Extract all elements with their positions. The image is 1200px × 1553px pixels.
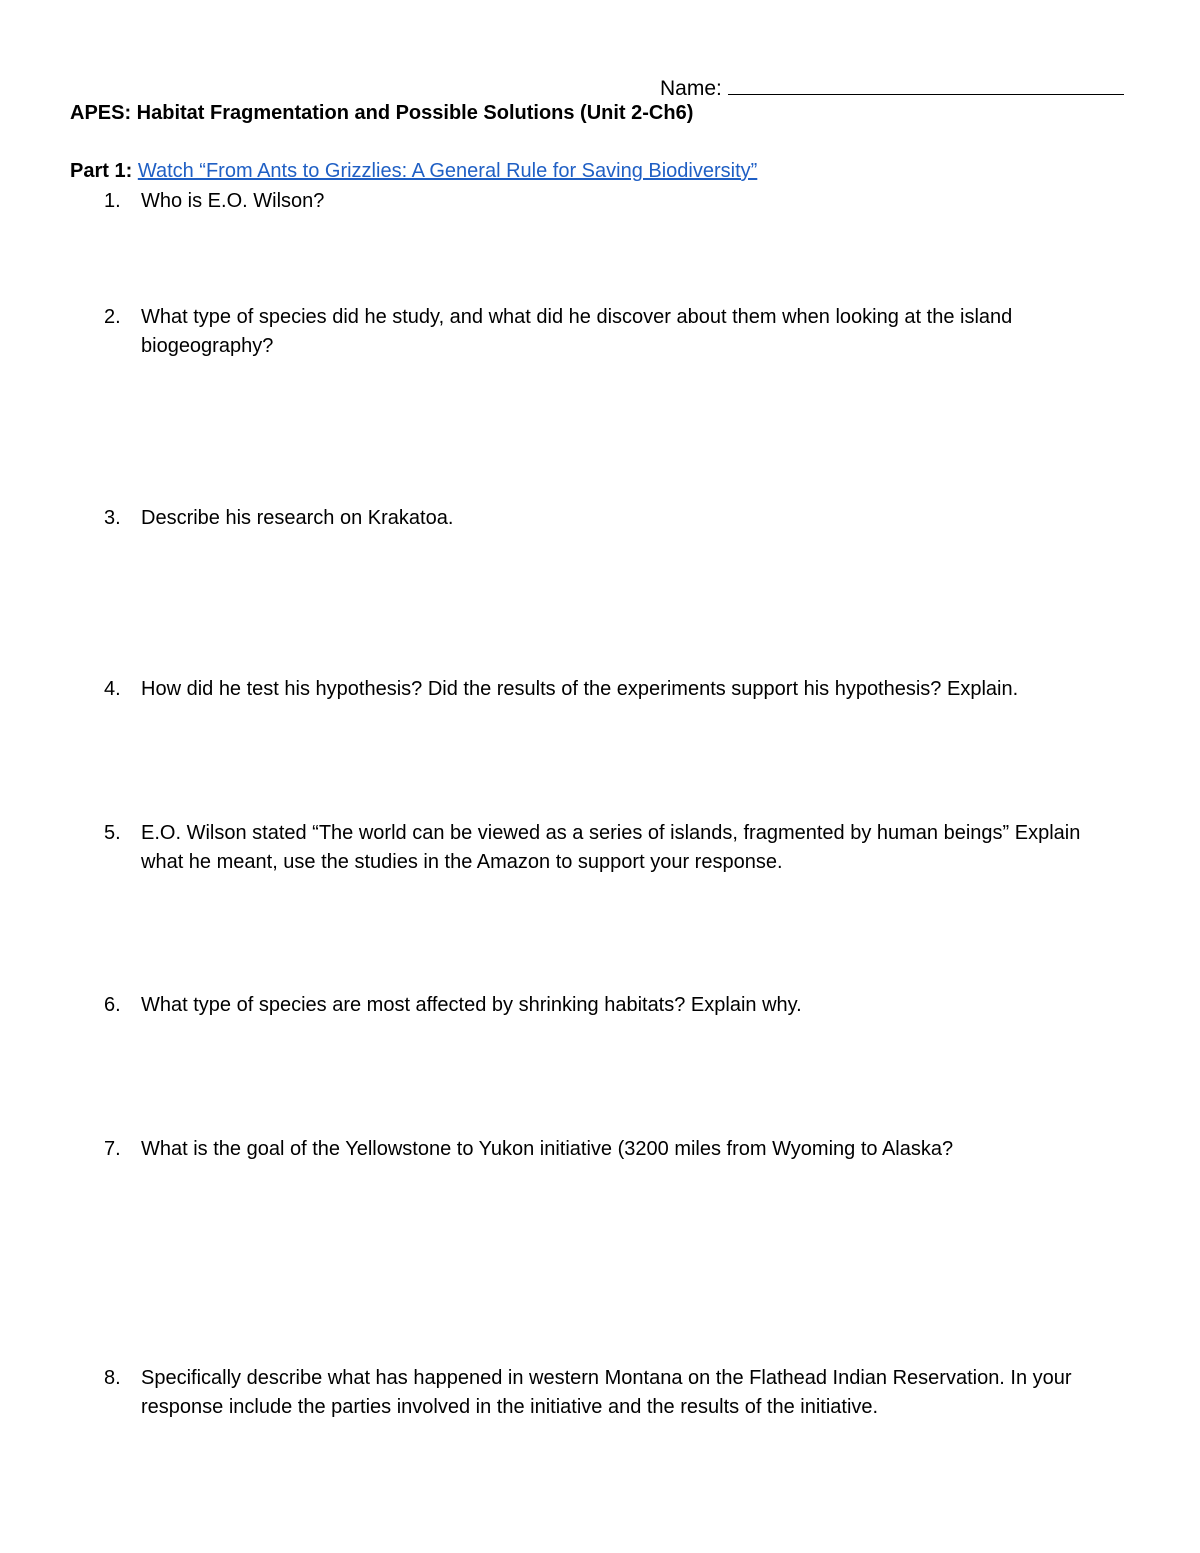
part-1-label: Part 1: [70, 160, 133, 182]
question-number: 6. [104, 994, 121, 1016]
question-1 [104, 187, 1104, 216]
question-text: Describe his research on Krakatoa. [141, 507, 454, 529]
question-5 [104, 819, 1104, 877]
question-7 [104, 1135, 1104, 1164]
question-8 [104, 1364, 1104, 1422]
video-link[interactable]: Watch “From Ants to Grizzlies: A General Rule for Saving Biodiversity” [137, 160, 758, 182]
question-number: 8. [104, 1367, 121, 1389]
question-number: 4. [104, 678, 121, 700]
part-1-heading [70, 160, 757, 183]
name-label: Name: [660, 77, 722, 100]
question-4 [104, 675, 1104, 704]
question-3 [104, 504, 1104, 533]
question-number: 2. [104, 306, 121, 328]
question-text: What type of species did he study, and what did he discover about them when looking at the island biogeography? [141, 306, 1013, 357]
question-number: 1. [104, 190, 121, 212]
question-number: 7. [104, 1138, 121, 1160]
question-text: Specifically describe what has happened in western Montana on the Flathead Indian Reservation. In your response include the parties involved in the initiative and the results of the initiative. [141, 1367, 1072, 1418]
question-text: Who is E.O. Wilson? [141, 190, 325, 212]
question-text: What type of species are most affected by shrinking habitats? Explain why. [141, 994, 802, 1016]
question-6 [104, 991, 1104, 1020]
question-text: E.O. Wilson stated “The world can be viewed as a series of islands, fragmented by human beings” Explain what he meant, use the studies in the Amazon to support your response. [141, 822, 1081, 873]
question-number: 3. [104, 507, 121, 529]
question-text: How did he test his hypothesis? Did the results of the experiments support his hypothesis? Explain. [141, 678, 1019, 700]
question-number: 5. [104, 822, 121, 844]
name-blank-line[interactable] [728, 74, 1124, 95]
name-field[interactable] [660, 74, 1124, 101]
question-2 [104, 303, 1104, 361]
worksheet-title: APES: Habitat Fragmentation and Possible Solutions (Unit 2-Ch6) [70, 102, 694, 124]
question-text: What is the goal of the Yellowstone to Yukon initiative (3200 miles from Wyoming to Alaska? [141, 1138, 954, 1160]
